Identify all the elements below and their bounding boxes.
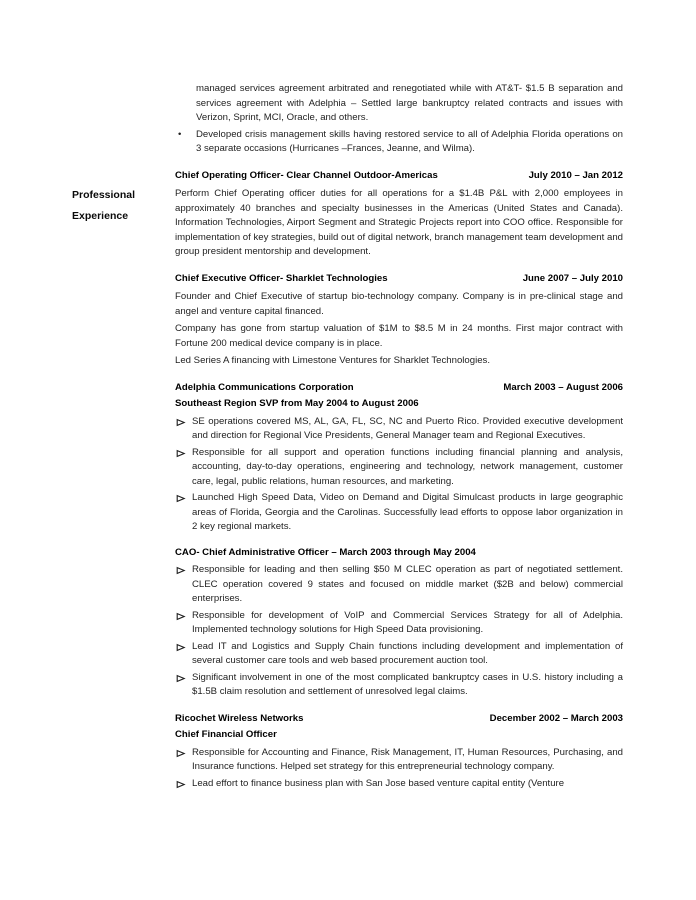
company-name: Ricochet Wireless Networks xyxy=(175,712,304,724)
arrow-bullet-icon xyxy=(176,563,192,575)
role-title: Chief Financial Officer xyxy=(175,729,277,740)
entry-header xyxy=(175,169,623,184)
arrow-bullet-icon xyxy=(176,415,192,427)
role-bullet-list xyxy=(175,563,623,700)
bullet-item xyxy=(175,446,623,490)
role-cfo xyxy=(175,728,623,791)
arrow-bullet-icon xyxy=(176,671,192,683)
role-southeast-svp xyxy=(175,397,623,535)
bullet-item xyxy=(175,777,623,792)
bullet-text: Launched High Speed Data, Video on Demand and Digital Simulcast products in large geographic areas of Florida, Georgia and the Carolinas. Successfully lead efforts to oppose labor organization in 2 key regional markets. xyxy=(192,492,623,532)
bullet-item xyxy=(175,128,623,157)
job-description: Perform Chief Operating officer duties for all operations for a $1.4B P&L with 2,000 employees in approximately 40 branches and specialty businesses in the Americas (United States and Canada). Information Technologies, Airport Segment and Strategic Projects report into COO office. Responsible for implementation of key strategies, build out of digital network, branch management team development and group president mentorship and development. xyxy=(175,188,623,257)
bullet-item xyxy=(175,640,623,669)
company-name: Adelphia Communications Corporation xyxy=(175,381,354,393)
entry-body xyxy=(175,290,623,369)
experience-entry-clear-channel xyxy=(175,169,623,260)
bullet-text: Lead effort to finance business plan with San Jose based venture capital entity (Venture xyxy=(192,777,565,789)
arrow-bullet-icon xyxy=(176,491,192,503)
role-title: CAO- Chief Administrative Officer – March 2003 through May 2004 xyxy=(175,546,476,558)
job-description: Company has gone from startup valuation of $1M to $8.5 M in 24 months. First major contract with Fortune 200 medical device company is in place. xyxy=(175,323,623,349)
bullet-item xyxy=(175,746,623,775)
arrow-bullet-icon xyxy=(176,777,192,789)
arrow-bullet-icon xyxy=(176,609,192,621)
experience-entry-adelphia xyxy=(175,381,623,700)
job-title: Chief Operating Officer- Clear Channel Outdoor-Americas xyxy=(175,169,438,181)
job-dates: June 2007 – July 2010 xyxy=(522,272,623,284)
resume-content xyxy=(175,82,623,791)
entry-header xyxy=(175,712,623,727)
bullet-item xyxy=(175,671,623,700)
bullet-text: Responsible for all support and operation functions including financial planning and analysis, accounting, day-to-day operations, engineering and technology, network management, customer care, legal, public relations, human resources, and marketing. xyxy=(192,446,623,487)
continuation-paragraph: managed services agreement arbitrated and renegotiated while with AT&T- $1.5 B separation and services agreement with Adelphia – Settled large bankruptcy related contracts and issues with Verizon, Sprint, MCI, Oracle, and others. xyxy=(196,83,623,123)
job-dates: July 2010 – Jan 2012 xyxy=(528,169,623,181)
arrow-bullet-icon xyxy=(176,640,192,652)
section-label-professional-experience: Professional Experience xyxy=(72,189,136,222)
entry-body xyxy=(175,187,623,260)
bullet-text: Responsible for development of VoIP and Commercial Services Strategy for all of Adelphia. Implemented technology solutions for High Speed Data provisioning. xyxy=(192,609,623,635)
bullet-text: Lead IT and Logistics and Supply Chain functions including development and implementation of several customer care tools and web based procurement auction tool. xyxy=(192,640,623,666)
bullet-item xyxy=(175,563,623,607)
job-description: Led Series A financing with Limestone Ventures for Sharklet Technologies. xyxy=(175,355,491,366)
role-title: Southeast Region SVP from May 2004 to August 2006 xyxy=(175,398,419,409)
arrow-bullet-icon xyxy=(176,446,192,458)
role-bullet-list xyxy=(175,746,623,792)
bullet-item xyxy=(175,491,623,535)
experience-entry-ricochet xyxy=(175,712,623,792)
job-dates: March 2003 – August 2006 xyxy=(503,381,623,393)
job-title: Chief Executive Officer- Sharklet Technologies xyxy=(175,272,388,284)
dot-bullet-icon: • xyxy=(178,128,182,140)
bullet-text: SE operations covered MS, AL, GA, FL, SC, NC and Puerto Rico. Provided executive development and direction for Regional Vice Presidents, General Manager team and Regional Executives. xyxy=(192,415,623,441)
entry-header xyxy=(175,272,623,287)
arrow-bullet-icon xyxy=(176,746,192,758)
role-bullet-list xyxy=(175,415,623,535)
job-dates: December 2002 – March 2003 xyxy=(489,712,623,724)
job-description: Founder and Chief Executive of startup bio-technology company. Company is in pre-clinical stage and angel and venture capital financed. xyxy=(175,291,623,317)
bullet-text: Responsible for Accounting and Finance, Risk Management, IT, Human Resources, Purchasing, and Insurance functions. Helped set strategy for this entrepreneurial technology company. xyxy=(192,746,623,772)
bullet-item xyxy=(175,609,623,638)
bullet-text: Significant involvement in one of the most complicated bankruptcy cases in U.S. history including a $1.5B claim resolution and settlement of unresolved legal claims. xyxy=(192,671,623,697)
entry-header xyxy=(175,381,623,396)
bullet-text: Developed crisis management skills having restored service to all of Adelphia Florida operations on 3 separate occasions (Hurricanes –Frances, Jeanne, and Wilma). xyxy=(196,128,623,154)
bullet-item xyxy=(175,415,623,444)
bullet-text: Responsible for leading and then selling $50 M CLEC operation as part of negotiated settlement. CLEC operation covered 9 states and focused on middle market ($2B and below) commercial enterprises. xyxy=(192,564,623,604)
experience-entry-sharklet xyxy=(175,272,623,369)
continuation-bullet-list xyxy=(175,128,623,157)
role-cao xyxy=(175,546,623,700)
